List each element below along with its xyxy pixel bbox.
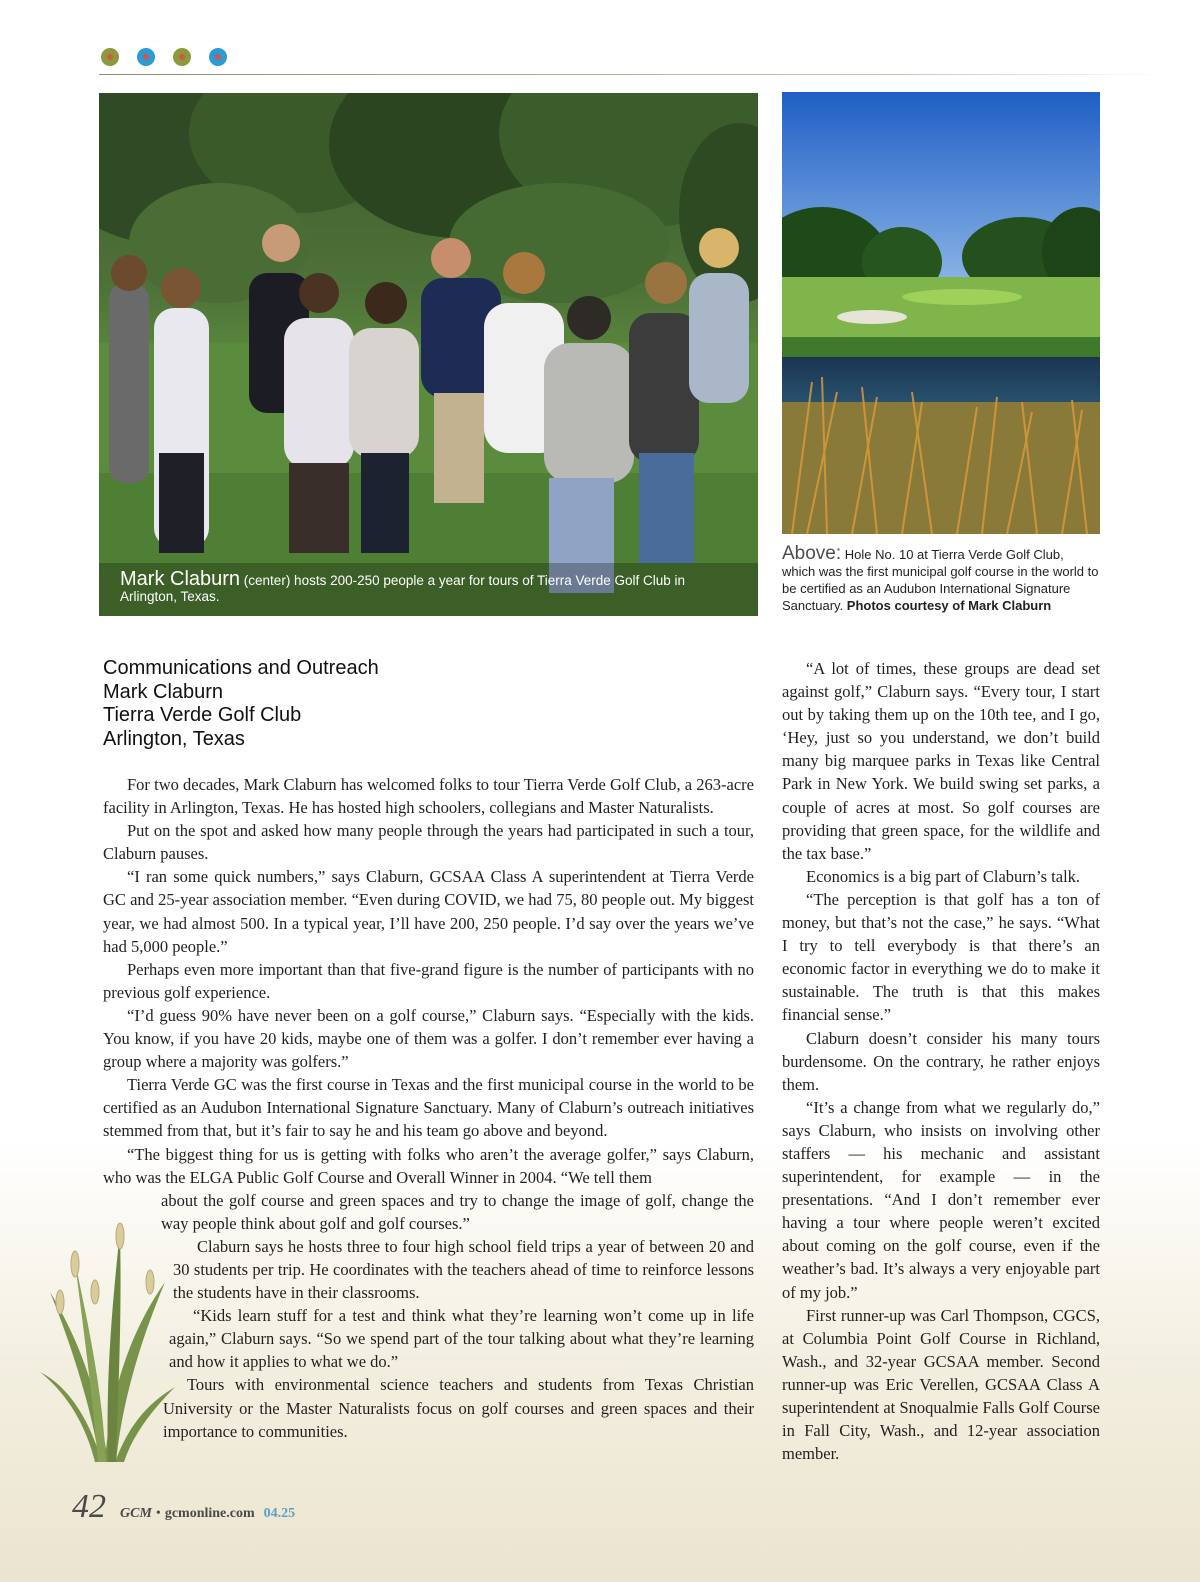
article-paragraph: “It’s a change from what we regularly do,” says Claburn, who insists on involving other staffers — his mechanic and assistant superintendent, for example — in the presentations. “And I don’t remember ever having a tour where people weren’t excited about coming on the golf course, even if the weather’s bad. It’s always a very enjoyable part of my job.” (782, 1097, 1100, 1302)
article-paragraph: “Kids learn stuff for a test and think what they’re learning won’t come up in life again,” Claburn says. “So we spend part of the tour talking about what they’re learning and how it applies to what we do.” (169, 1306, 754, 1372)
photo-credit: Photos courtesy of Mark Claburn (846, 598, 1052, 613)
caption-lead: Mark Claburn (120, 568, 241, 590)
article-paragraph: Tierra Verde GC was the first course in Texas and the first municipal course in the world to be certified as an Audubon International Signature Sanctuary. Many of Claburn’s outreach initiatives stemmed from that, but it’s fair to say he and his team go above and beyond. (103, 1075, 754, 1141)
article-paragraph: “The biggest thing for us is getting with folks who aren’t the average golfer,” says Claburn, who was the ELGA Public Golf Course and Overall Winner in 2004. “We tell them (103, 1144, 754, 1187)
article-paragraph: “The perception is that golf has a ton of money, but that’s not the case,” he says. “What I try to tell everybody is that there’s an economic factor in everything we do to make it sustainable. The truth is that this makes financial sense.” (782, 889, 1100, 1025)
article-paragraph: Claburn says he hosts three to four high school field trips a year of between 20 and 30 students per trip. He coordinates with the teachers ahead of time to reinforce lessons the students have in their classrooms. (173, 1236, 754, 1303)
article-paragraph: about the golf course and green spaces and try to change the image of golf, change the way people think about golf and golf courses.” (161, 1190, 754, 1233)
award-category: Communications and Outreach (103, 657, 379, 679)
group-tour-photo (99, 93, 758, 616)
article-paragraph: Put on the spot and asked how many people through the years had participated in such a tour, Claburn pauses. (103, 821, 754, 864)
course-photo-caption (782, 545, 1100, 614)
decorative-dot-olive (101, 48, 119, 66)
article-paragraph: Perhaps even more important than that five-grand figure is the number of participants with no previous golf experience. (103, 959, 754, 1002)
award-heading (103, 657, 379, 751)
article-paragraph: “I ran some quick numbers,” says Claburn, GCSAA Class A superintendent at Tierra Verde GC and 25-year association member. “Even during COVID, we had 75, 80 people out. My biggest year, we had almost 500. In a typical year, I’ll have 200, 250 people. I’d say over the years we’ve had 5,000 people.” (103, 867, 754, 956)
article-paragraph: Economics is a big part of Claburn’s talk. (806, 866, 1081, 886)
article-paragraph: “I’d guess 90% have never been on a golf course,” Claburn says. “Especially with the kids. You know, if you have 20 kids, maybe one of them was a golfer. I don’t remember ever having a group where a majority was golfers.” (103, 1005, 754, 1072)
reeds-illustration (40, 1222, 175, 1462)
issue-date: 04.25 (263, 1506, 296, 1521)
website-url: gcmonline.com (164, 1506, 255, 1521)
caption-text: (center) hosts 200-250 people a year for tours of Tierra Verde Golf Club in Arlington, Texas. (120, 573, 686, 604)
page-footer (72, 1488, 295, 1526)
header-dots (101, 48, 227, 66)
decorative-dot-blue (209, 48, 227, 66)
group-tour-illustration (99, 93, 758, 616)
article-paragraph: Claburn doesn’t consider his many tours burdensome. On the contrary, he rather enjoys them. (782, 1028, 1100, 1094)
article-paragraph: Tours with environmental science teachers and students from Texas Christian University or the Master Naturalists focus on golf courses and green spaces and their importance to communities. (163, 1375, 754, 1441)
footer-separator: • (155, 1506, 161, 1521)
golf-course-photo (782, 92, 1100, 534)
article-paragraph: “A lot of times, these groups are dead set against golf,” Claburn says. “Every tour, I start out by taking them up on the 10th tee, and I go, ‘Hey, just so you understand, we don’t build many big marquee parks in Texas like Central Park in New York. We build swing set parks, a couple of acres at most. So golf courses are providing that green space, for the wildlife and the tax base.” (782, 659, 1100, 863)
decorative-dot-olive (173, 48, 191, 66)
magazine-name: GCM (120, 1506, 152, 1521)
article-paragraph: First runner-up was Carl Thompson, CGCS, at Columbia Point Golf Course in Richland, Wash., and 32-year GCSAA member. Second runner-up was Eric Verellen, GCSAA Class A superintendent at Snoqualmie Falls Golf Course in Fall City, Wash., and 12-year association member. (782, 1305, 1100, 1464)
caption-lead: Above: (782, 543, 842, 564)
header-rule (99, 74, 1167, 75)
decorative-dot-blue (137, 48, 155, 66)
club-name: Tierra Verde Golf Club (103, 704, 302, 726)
caption-text: Hole No. 10 at Tierra Verde Golf Club, which was the first municipal golf course in the world to be certified as an Audubon International Signature Sanctuary. (782, 547, 1099, 613)
article-paragraph: For two decades, Mark Claburn has welcomed folks to tour Tierra Verde Golf Club, a 263-acre facility in Arlington, Texas. He has hosted high schoolers, collegians and Master Naturalists. (103, 775, 754, 818)
article-column-1 (103, 773, 754, 1443)
club-location: Arlington, Texas (103, 727, 245, 750)
winner-name: Mark Claburn (103, 680, 224, 703)
course-landscape-illustration (782, 92, 1100, 534)
group-photo-caption (120, 568, 720, 605)
page-number: 42 (72, 1488, 106, 1525)
article-column-2 (782, 657, 1100, 1465)
